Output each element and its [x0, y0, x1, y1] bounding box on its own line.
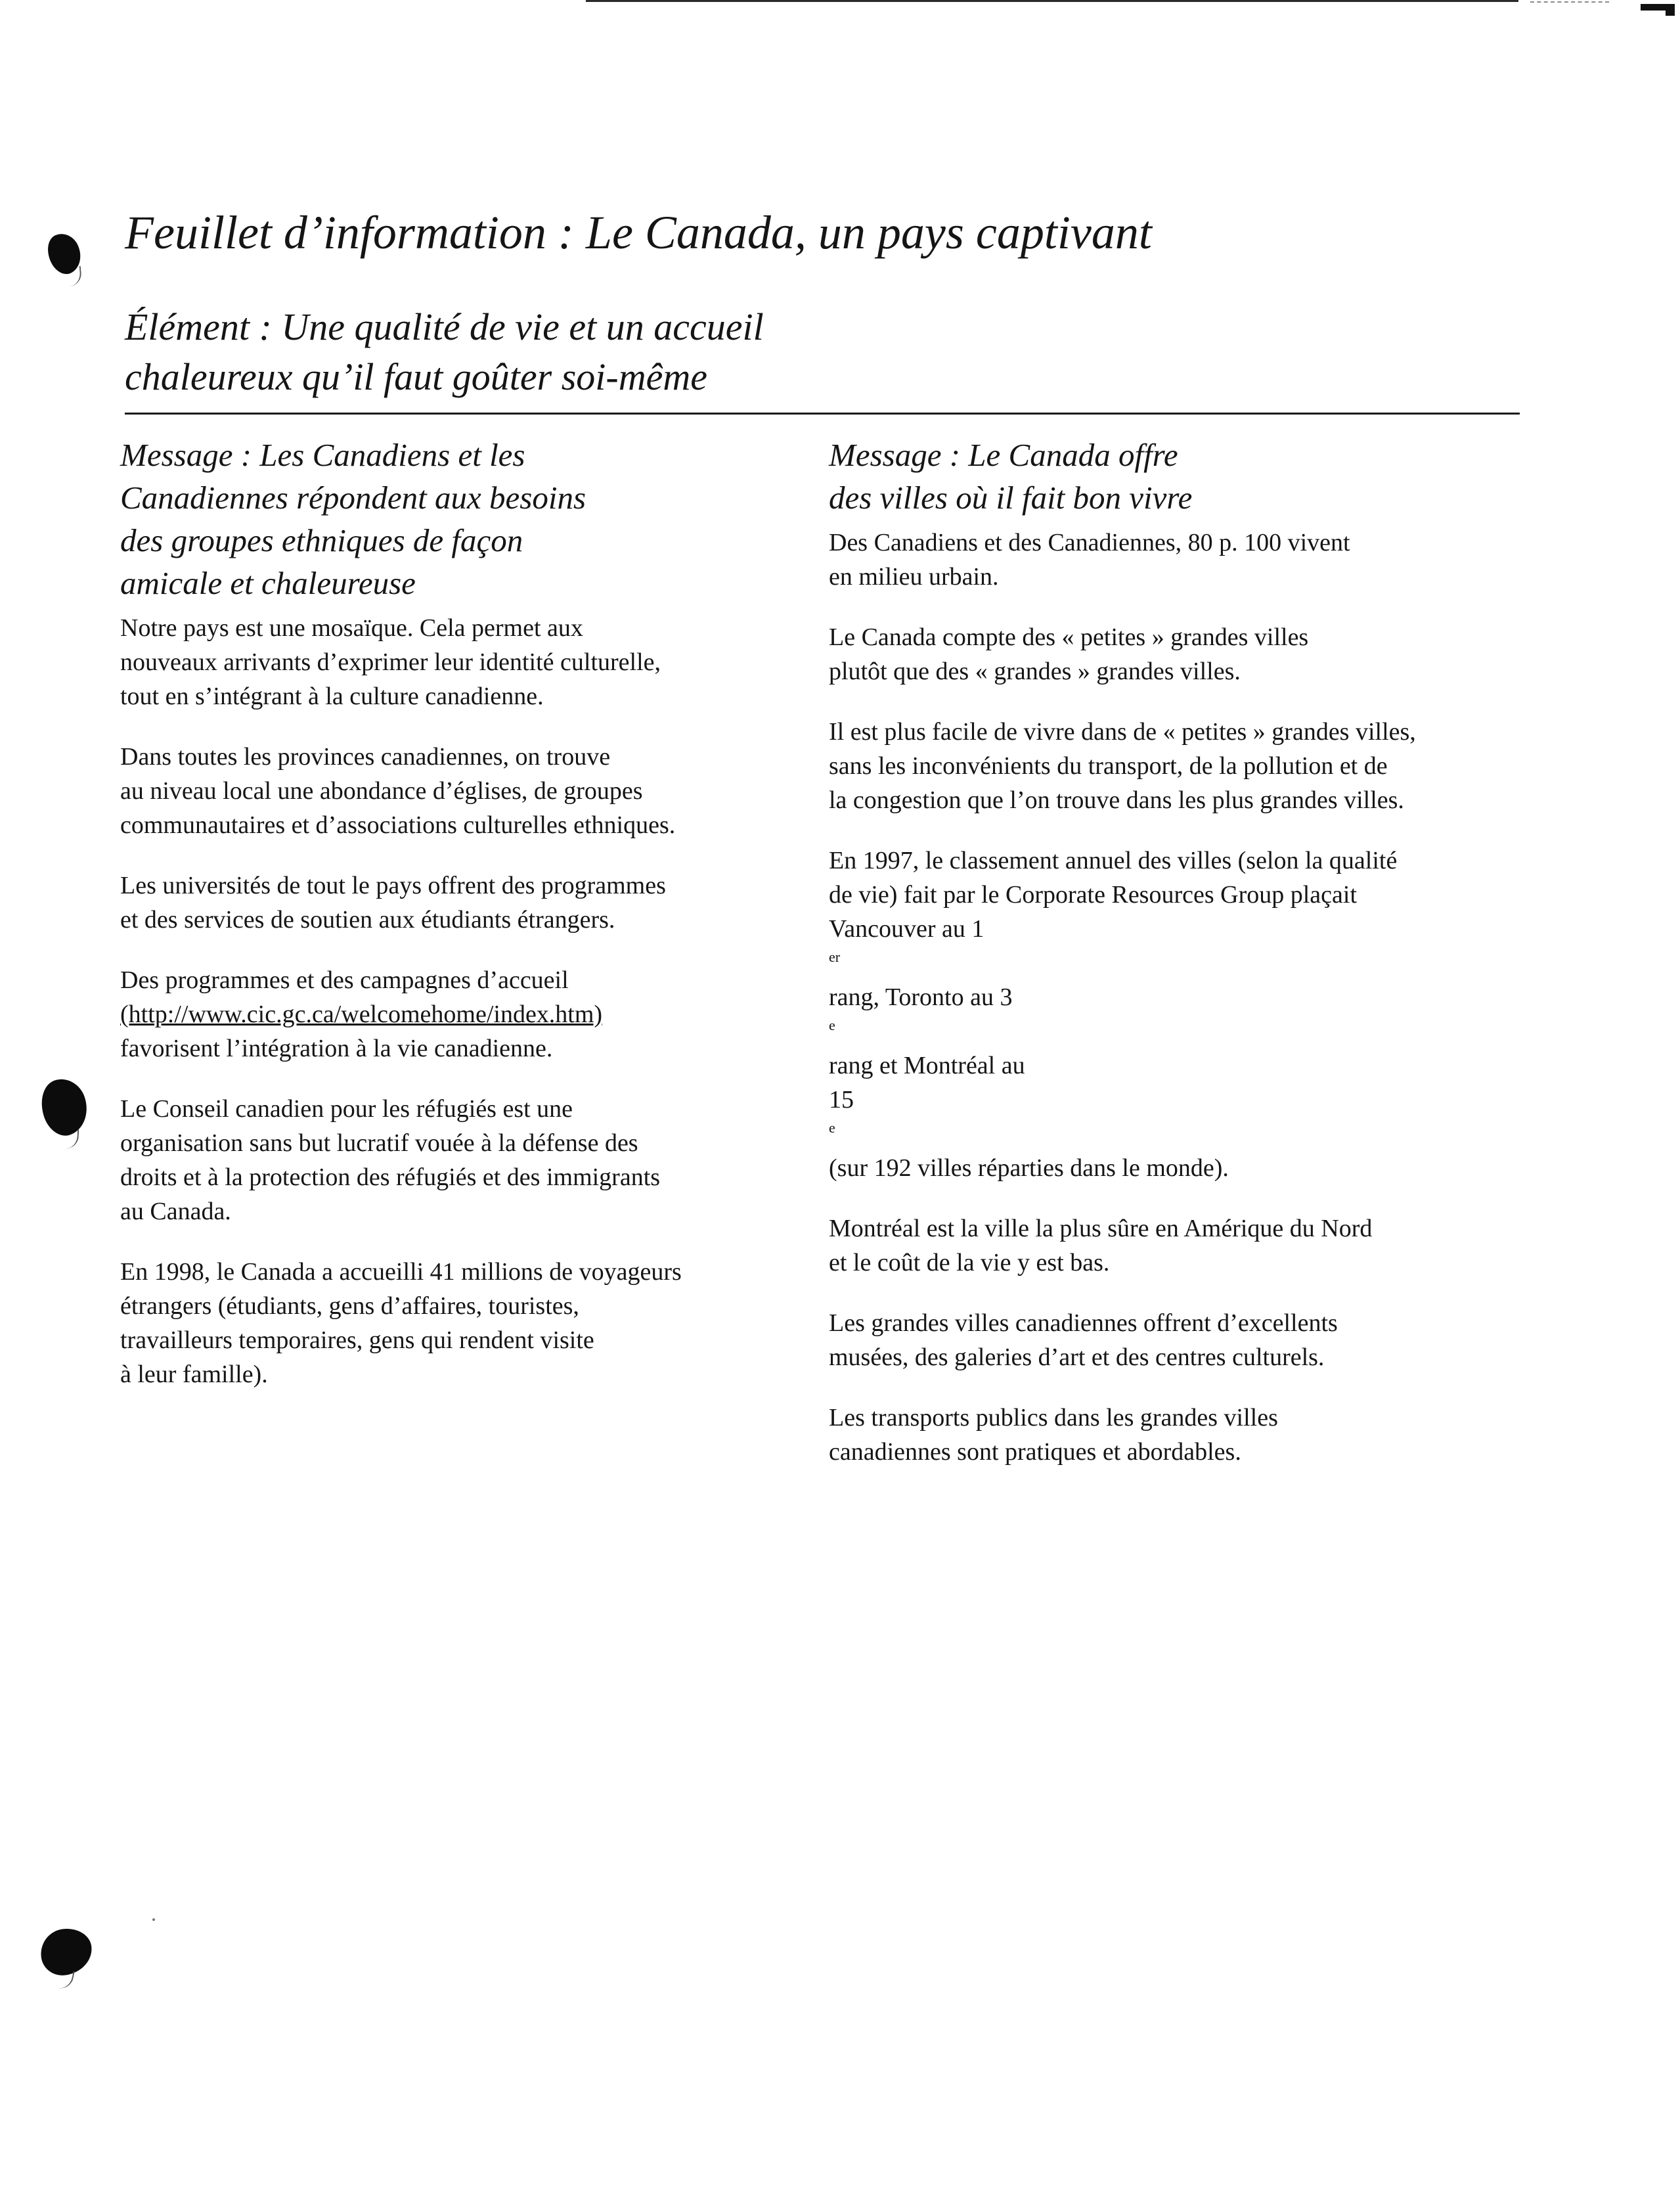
right-column: [829, 434, 1538, 1495]
scan-speck: [152, 1918, 155, 1921]
text-line: Il est plus facile de vivre dans de « petites » grandes villes,: [829, 718, 1416, 746]
text-line: Les grandes villes canadiennes offrent d’excellents: [829, 1309, 1338, 1337]
element-heading-line: chaleureux qu’il faut goûter soi-même: [125, 355, 707, 398]
text-line: communautaires et d’associations culturelles ethniques.: [120, 811, 676, 839]
text-line: Les transports publics dans les grandes villes: [829, 1404, 1278, 1432]
text-segment: rang, Toronto au 3: [829, 983, 1013, 1011]
heading-line: Canadiennes répondent aux besoins: [120, 480, 586, 516]
text-line: Montréal est la ville la plus sûre en Amérique du Nord: [829, 1215, 1373, 1242]
text-line: en milieu urbain.: [829, 563, 999, 591]
text-line: de vie) fait par le Corporate Resources Group plaçait: [829, 881, 1358, 909]
text-line: En 1998, le Canada a accueilli 41 millions de voyageurs: [120, 1258, 682, 1286]
heading-line: des villes où il fait bon vivre: [829, 480, 1193, 516]
heading-line: Message : Le Canada offre: [829, 437, 1178, 473]
punch-hole-top: [41, 229, 87, 279]
text-segment: Vancouver au 1: [829, 915, 984, 943]
text-line: travailleurs temporaires, gens qui rendent visite: [120, 1326, 594, 1354]
paragraph-urban: [829, 526, 1538, 594]
text-line: Le Conseil canadien pour les réfugiés est une: [120, 1095, 573, 1123]
element-heading-line: Élément : Une qualité de vie et un accueil: [125, 305, 764, 348]
text-line: Le Canada compte des « petites » grandes villes: [829, 623, 1309, 651]
text-line: organisation sans but lucratif vouée à la défense des: [120, 1129, 638, 1157]
left-message-heading: [120, 434, 790, 604]
ordinal-superscript: e: [829, 1119, 835, 1136]
scan-corner-mark: [1641, 4, 1675, 11]
paragraph-public-transit: [829, 1401, 1538, 1469]
paragraph-visitors-1998: [120, 1255, 790, 1391]
text-segment: (sur 192 villes réparties dans le monde).: [829, 1154, 1229, 1182]
text-line: au Canada.: [120, 1198, 231, 1225]
scan-top-border-line: [586, 0, 1518, 2]
text-line: [829, 1083, 1538, 1185]
heading-rule: [125, 413, 1520, 415]
welcomehome-link[interactable]: (http://www.cic.gc.ca/welcomehome/index.htm): [120, 1001, 603, 1028]
text-line: favorisent l’intégration à la vie canadienne.: [120, 1035, 553, 1062]
paragraph-museums: [829, 1306, 1538, 1374]
text-line: droits et à la protection des réfugiés et des immigrants: [120, 1163, 661, 1191]
text-segment: 15: [829, 1086, 854, 1114]
text-line: musées, des galeries d’art et des centres culturels.: [829, 1343, 1325, 1371]
text-line: à leur famille).: [120, 1361, 268, 1388]
paragraph-universities: [120, 868, 790, 937]
text-line: plutôt que des « grandes » grandes villes.: [829, 658, 1241, 685]
ordinal-superscript: er: [829, 949, 841, 965]
paragraph-provinces: [120, 740, 790, 842]
text-line: Des Canadiens et des Canadiennes, 80 p. 100 vivent: [829, 529, 1350, 556]
element-heading: [125, 302, 764, 402]
text-line: canadiennes sont pratiques et abordables.: [829, 1438, 1241, 1466]
paragraph-easier-living: [829, 715, 1538, 817]
text-line: au niveau local une abondance d’églises, de groupes: [120, 777, 643, 805]
text-line: Des programmes et des campagnes d’accueil: [120, 966, 569, 994]
paragraph-welcome-programs: [120, 963, 790, 1066]
text-line: tout en s’intégrant à la culture canadienne.: [120, 683, 544, 710]
text-line: Les universités de tout le pays offrent des programmes: [120, 872, 666, 899]
heading-line: Message : Les Canadiens et les: [120, 437, 525, 473]
text-line: nouveaux arrivants d’exprimer leur identité culturelle,: [120, 648, 661, 676]
text-line: Notre pays est une mosaïque. Cela permet aux: [120, 614, 583, 642]
text-line: étrangers (étudiants, gens d’affaires, touristes,: [120, 1292, 579, 1320]
text-line: Dans toutes les provinces canadiennes, on trouve: [120, 743, 611, 771]
right-message-heading: [829, 434, 1538, 519]
text-segment: rang et Montréal au: [829, 1052, 1025, 1079]
punch-hole-middle: [34, 1073, 94, 1141]
text-line: et des services de soutien aux étudiants étrangers.: [120, 906, 615, 934]
paragraph-mosaic: [120, 611, 790, 713]
page-title: Feuillet d’information : Le Canada, un pays captivant: [125, 206, 1152, 259]
paragraph-small-cities: [829, 620, 1538, 688]
paragraph-refugee-council: [120, 1092, 790, 1229]
punch-hole-bottom: [38, 1926, 95, 1978]
heading-line: des groupes ethniques de façon: [120, 522, 523, 558]
text-line: En 1997, le classement annuel des villes (selon la qualité: [829, 847, 1398, 874]
heading-line: amicale et chaleureuse: [120, 565, 416, 601]
left-column: [120, 434, 790, 1418]
paragraph-city-ranking: [829, 844, 1538, 1185]
text-line: [829, 912, 1538, 1083]
scan-top-dashed-line: [1530, 1, 1609, 3]
text-line: et le coût de la vie y est bas.: [829, 1249, 1110, 1276]
text-line: la congestion que l’on trouve dans les plus grandes villes.: [829, 786, 1404, 814]
ordinal-superscript: e: [829, 1017, 835, 1033]
text-line: sans les inconvénients du transport, de la pollution et de: [829, 752, 1388, 780]
paragraph-montreal-safe: [829, 1211, 1538, 1280]
